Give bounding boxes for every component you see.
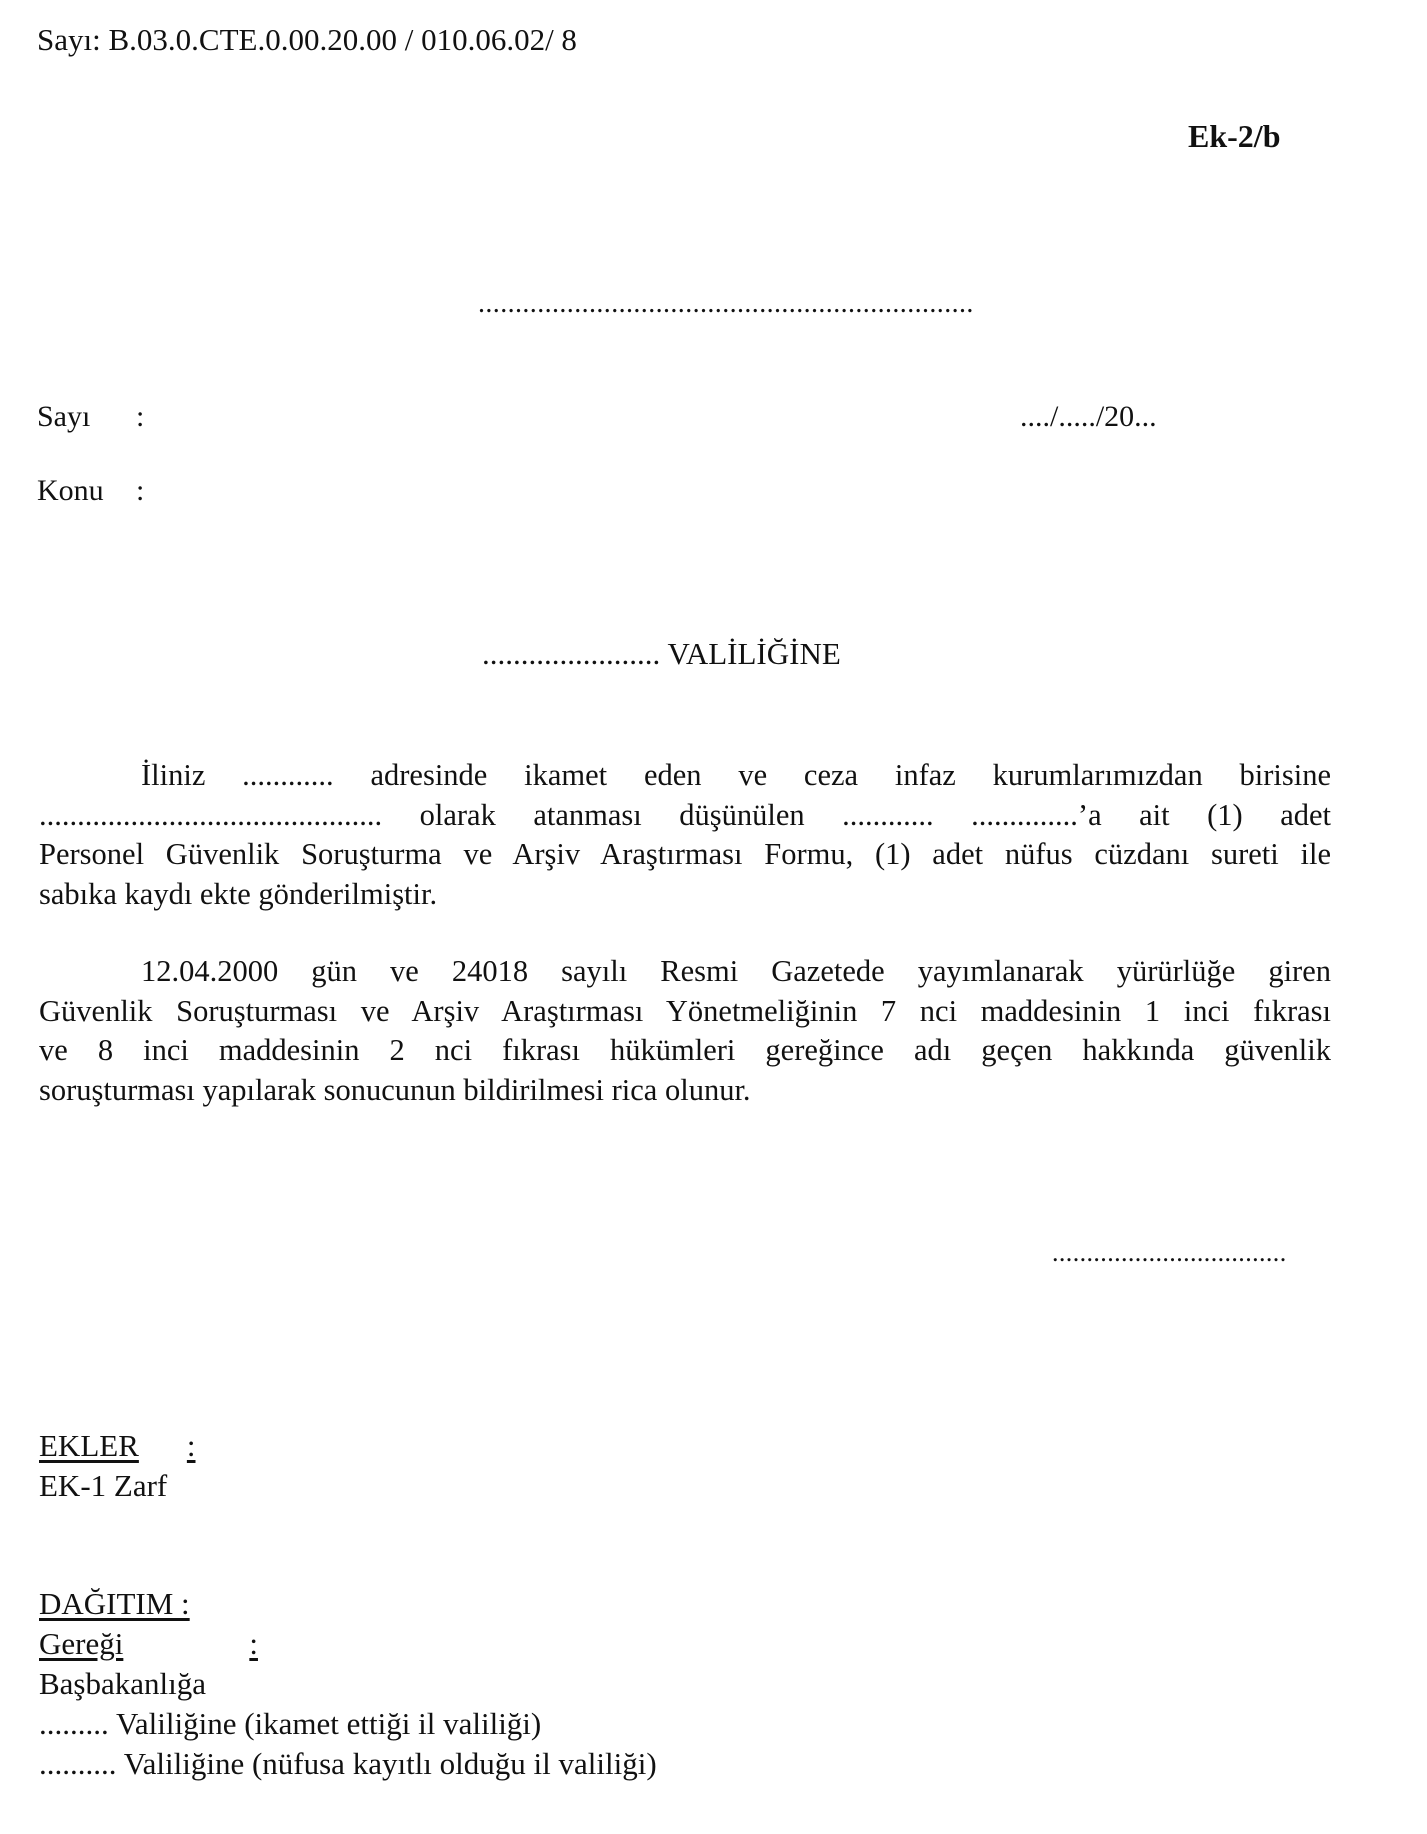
- date-placeholder: ..../...../20...: [1020, 400, 1157, 433]
- reference-number: Sayı: B.03.0.CTE.0.00.20.00 / 010.06.02/ 8: [37, 22, 577, 57]
- attachment-item: EK-1 Zarf: [39, 1468, 168, 1503]
- signature-placeholder: ..................................: [1052, 1238, 1287, 1267]
- paragraph-1-line-1: İliniz ............ adresinde ikamet eden ve ceza infaz kurumlarımızdan birisine: [141, 758, 1331, 792]
- body-paragraph-2: [39, 952, 1331, 1110]
- body-paragraph-1: [39, 756, 1331, 914]
- distribution-action-title-text: Gereği: [39, 1626, 124, 1661]
- attachments-title: [39, 1428, 196, 1464]
- distribution-item: Başbakanlığa: [39, 1666, 207, 1701]
- sayi-label: Sayı: [37, 400, 91, 433]
- konu-colon: :: [136, 474, 145, 507]
- paragraph-1-line-2: ............................................. olarak atanması düşünülen ............ ..............’a ait (1) adet: [39, 797, 1331, 832]
- paragraph-2-line-3: ve 8 inci maddesinin 2 nci fıkrası hükümleri gereğince adı geçen hakkında güvenlik: [39, 1033, 1331, 1067]
- distribution-item: .......... Valiliğine (nüfusa kayıtlı olduğu il valiliği): [39, 1746, 657, 1781]
- distribution-action-title: [39, 1626, 258, 1662]
- institution-placeholder: ...................................................................: [478, 288, 974, 319]
- paragraph-2-line-1: 12.04.2000 gün ve 24018 sayılı Resmi Gazetede yayımlanarak yürürlüğe giren: [141, 954, 1331, 988]
- distribution-title: DAĞITIM :: [39, 1586, 190, 1621]
- distribution-item: ......... Valiliğine (ikamet ettiği il valiliği): [39, 1706, 542, 1741]
- konu-label: Konu: [37, 474, 104, 507]
- paragraph-1-line-4: sabıka kaydı ekte gönderilmiştir.: [39, 876, 438, 911]
- attachments-title-text: EKLER: [39, 1428, 139, 1463]
- sayi-colon: :: [136, 400, 145, 433]
- annex-label: Ek-2/b: [1188, 118, 1281, 154]
- addressee-line: ....................... VALİLİĞİNE: [482, 636, 841, 671]
- attachments-colon: :: [186, 1428, 196, 1463]
- paragraph-1-line-3: Personel Güvenlik Soruşturma ve Arşiv Araştırması Formu, (1) adet nüfus cüzdanı sureti ile: [39, 837, 1331, 871]
- paragraph-2-line-2: Güvenlik Soruşturması ve Arşiv Araştırması Yönetmeliğinin 7 nci maddesinin 1 inci fıkrası: [39, 993, 1331, 1028]
- paragraph-2-line-4: soruşturması yapılarak sonucunun bildirilmesi rica olunur.: [39, 1072, 751, 1107]
- distribution-action-colon: :: [249, 1626, 258, 1661]
